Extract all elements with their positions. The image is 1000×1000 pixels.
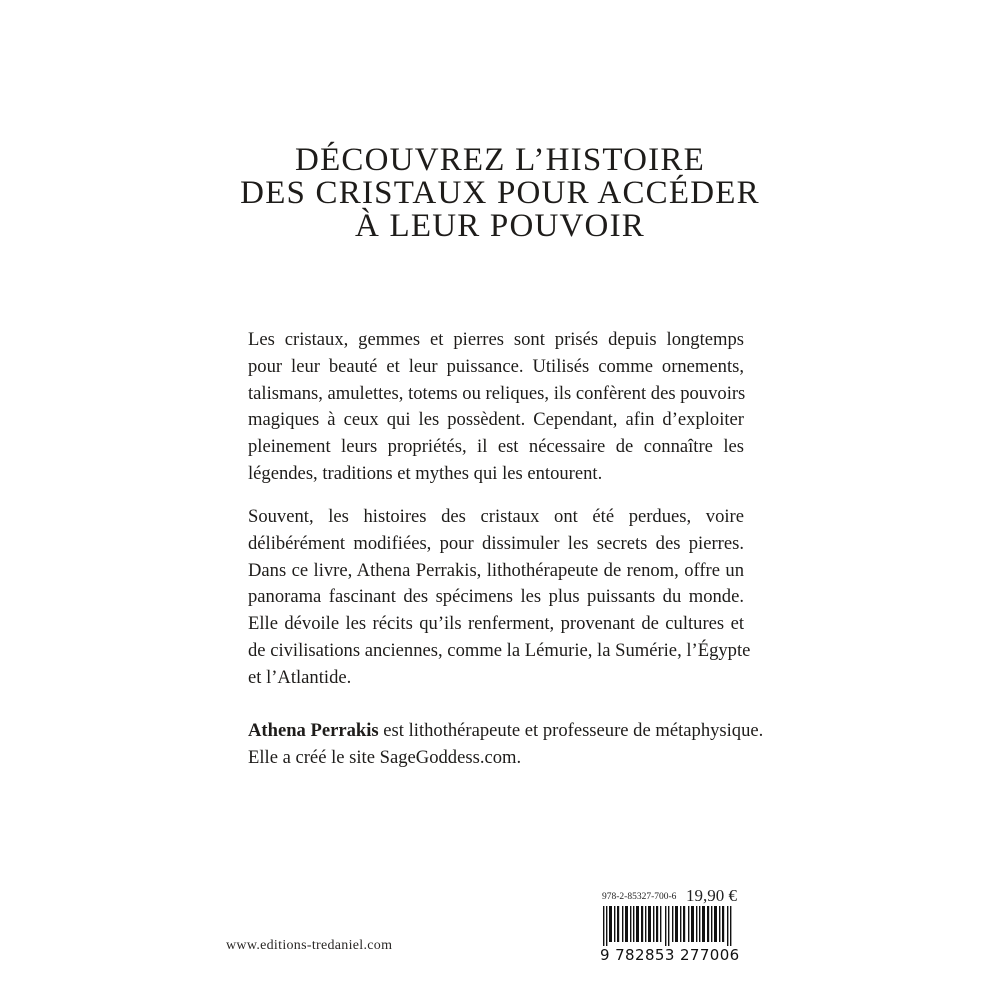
paragraph-line: légendes, traditions et mythes qui les entourent.: [248, 462, 603, 484]
paragraph-line: de civilisations anciennes, comme la Lémurie, la Sumérie, l’Égypte: [248, 639, 751, 661]
author-name: Athena Perrakis: [248, 720, 379, 741]
paragraph-line: Elle dévoile les récits qu’ils renferment, provenant de cultures et: [248, 613, 744, 635]
bio-line-2: Elle a créé le site SageGoddess.com.: [248, 746, 522, 768]
title-line-2: DES CRISTAUX POUR ACCÉDER: [240, 175, 760, 211]
publisher-website: www.editions-tredaniel.com: [226, 938, 393, 953]
paragraph-line: Dans ce livre, Athena Perrakis, lithothérapeute de renom, offre un: [248, 559, 744, 581]
paragraph-line: Souvent, les histoires des cristaux ont été perdues, voire: [248, 506, 744, 527]
paragraph-line: Les cristaux, gemmes et pierres sont prisés depuis longtemps: [248, 329, 744, 350]
barcode-block: [600, 886, 740, 966]
paragraph-line: délibérément modifiées, pour dissimuler les secrets des pierres.: [248, 532, 744, 554]
barcode-digits: 9 782853 277006: [600, 946, 740, 964]
price-label: 19,90 €: [686, 886, 737, 905]
paragraph-line: talismans, amulettes, totems ou reliques, ils confèrent des pouvoirs: [248, 382, 746, 404]
paragraph-line: pour leur beauté et leur puissance. Utilisés comme ornements,: [248, 355, 744, 377]
isbn-number: 978-2-85327-700-6: [602, 892, 677, 902]
description-paragraph-1: [248, 327, 744, 488]
barcode-icon: [603, 906, 733, 950]
description-paragraph-2: [248, 504, 751, 692]
paragraph-line: et l’Atlantide.: [248, 666, 352, 688]
paragraph-line: panorama fascinant des spécimens les plus puissants du monde.: [248, 586, 744, 608]
author-bio: [248, 718, 764, 772]
title-line-3: À LEUR POUVOIR: [355, 208, 645, 244]
bio-line-1: [248, 718, 764, 745]
cover-title: [200, 144, 800, 243]
paragraph-line: magiques à ceux qui les possèdent. Cependant, afin d’exploiter: [248, 409, 744, 431]
bio-line-1-text: est lithothérapeute et professeure de métaphysique.: [378, 720, 764, 741]
paragraph-line: pleinement leurs propriétés, il est nécessaire de connaître les: [248, 436, 744, 458]
title-line-1: DÉCOUVREZ L’HISTOIRE: [295, 142, 705, 178]
